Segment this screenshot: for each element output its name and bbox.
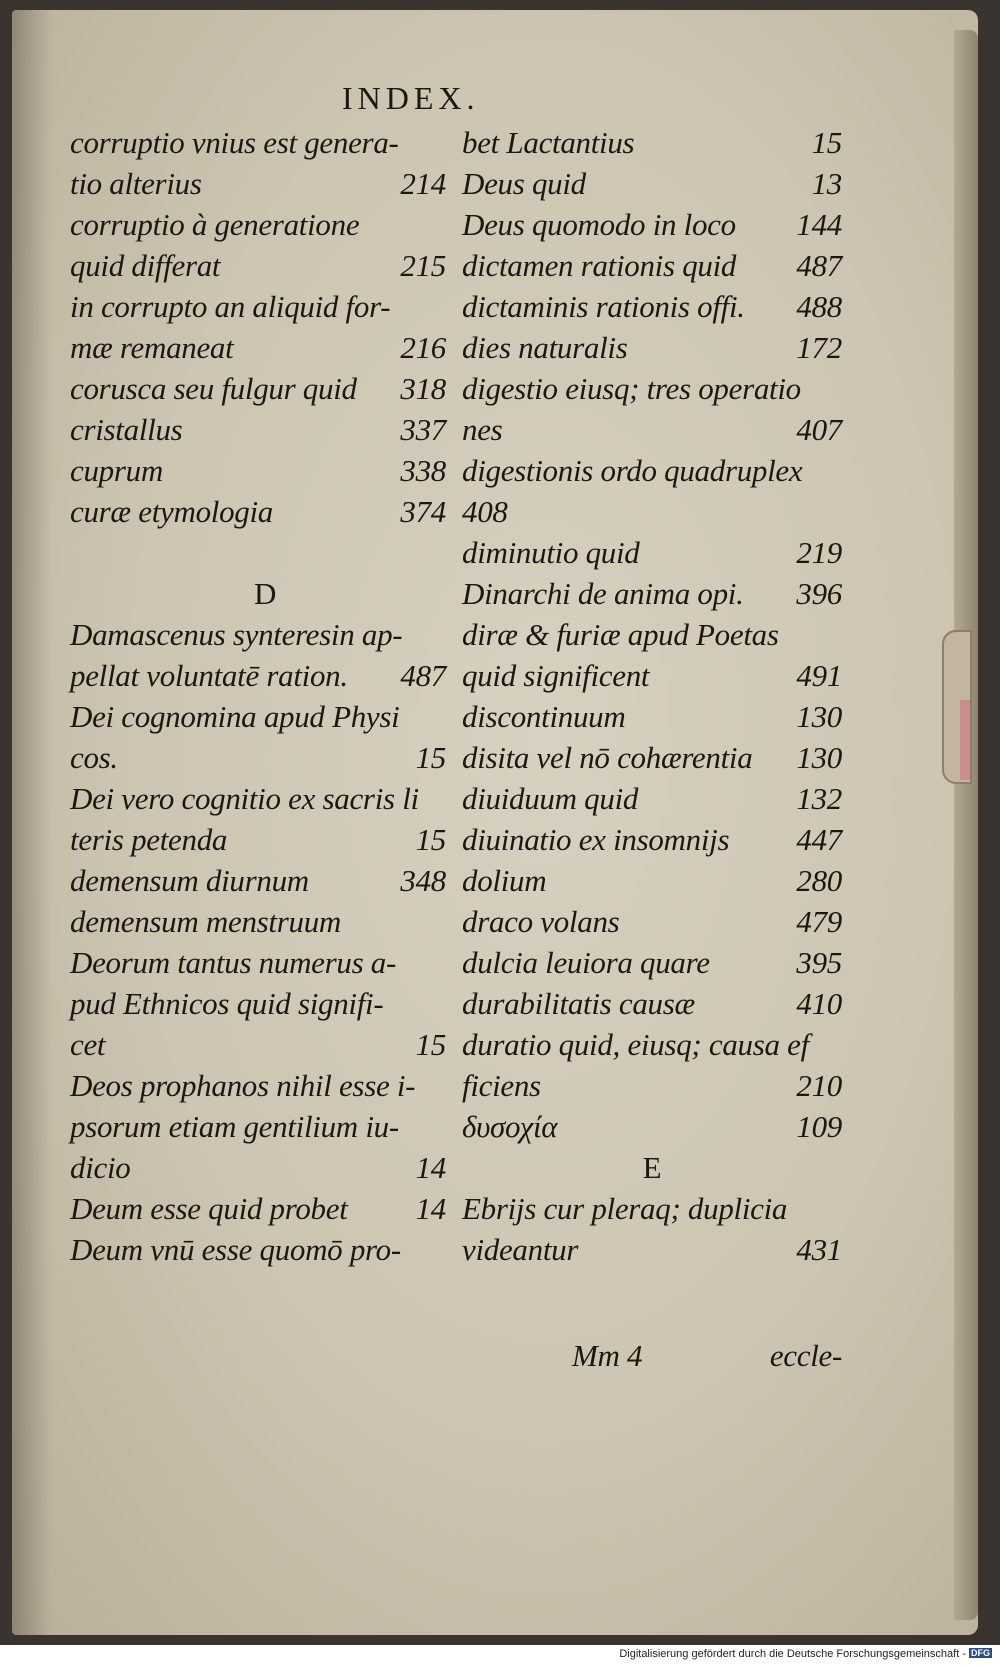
- entry-term: mæ remaneat: [70, 330, 234, 365]
- entry-term: dictamen rationis quid: [462, 248, 737, 283]
- entry-page-number: 374: [400, 494, 446, 529]
- entry-term: cuprum: [70, 453, 163, 488]
- book-page: [12, 10, 978, 1635]
- entry-term: discontinuum: [462, 699, 626, 734]
- index-entry: [70, 655, 460, 696]
- entry-page-number: 479: [796, 904, 842, 939]
- index-entry: [462, 532, 842, 573]
- entry-term: durabilitatis causæ: [462, 986, 695, 1021]
- index-entry: [462, 573, 842, 614]
- index-entry: [70, 819, 460, 860]
- index-entry: [462, 450, 842, 491]
- entry-term: digestionis ordo quadruplex: [462, 453, 803, 488]
- index-entry: [462, 409, 842, 450]
- index-entry: [70, 204, 460, 245]
- entry-page-number: 214: [400, 166, 446, 201]
- entry-term: corruptio vnius est genera-: [70, 125, 399, 160]
- entry-term: diuinatio ex insomnijs: [462, 822, 730, 857]
- entry-page-number: 318: [400, 371, 446, 406]
- entry-term: pud Ethnicos quid signifi-: [70, 986, 384, 1021]
- entry-term: dictaminis rationis offi.: [462, 289, 745, 324]
- index-entry: [462, 614, 842, 655]
- entry-term: videantur: [462, 1232, 579, 1267]
- entry-term: corruptio à generatione: [70, 207, 360, 242]
- index-entry: [70, 942, 460, 983]
- entry-page-number: 13: [811, 166, 842, 201]
- entry-term: 408: [462, 494, 508, 529]
- index-entry: [70, 860, 460, 901]
- index-entry: [70, 1065, 460, 1106]
- index-entry: [70, 1188, 460, 1229]
- index-entry: [462, 368, 842, 409]
- entry-page-number: 487: [796, 248, 842, 283]
- entry-term: Deos prophanos nihil esse i-: [70, 1068, 416, 1103]
- index-column-right: [462, 122, 842, 1270]
- entry-term: quid significent: [462, 658, 650, 693]
- entry-term: demensum menstruum: [70, 904, 341, 939]
- index-entry: [70, 1229, 460, 1270]
- entry-term: bet Lactantius: [462, 125, 635, 160]
- index-entry: [462, 983, 842, 1024]
- entry-page-number: 15: [415, 740, 446, 775]
- index-entry: [70, 696, 460, 737]
- entry-term: ficiens: [462, 1068, 541, 1103]
- entry-page-number: 14: [415, 1150, 446, 1185]
- index-entry: [70, 245, 460, 286]
- entry-page-number: 431: [796, 1232, 842, 1267]
- index-entry: [462, 122, 842, 163]
- entry-page-number: 410: [796, 986, 842, 1021]
- entry-term: Ebrijs cur pleraq; duplicia: [462, 1191, 788, 1226]
- entry-page-number: 15: [415, 822, 446, 857]
- index-entry: [70, 901, 460, 942]
- index-entry: [462, 1229, 842, 1270]
- index-entry: [70, 1147, 460, 1188]
- entry-term: pellat voluntatē ration.: [70, 658, 348, 693]
- entry-page-number: 407: [796, 412, 842, 447]
- index-entry: [70, 778, 460, 819]
- index-entry: [462, 778, 842, 819]
- entry-term: Dei cognomina apud Physi: [70, 699, 400, 734]
- entry-page-number: 280: [796, 863, 842, 898]
- index-entry: [462, 860, 842, 901]
- index-entry: [462, 1065, 842, 1106]
- section-letter: [70, 573, 460, 614]
- entry-term: teris petenda: [70, 822, 228, 857]
- index-entry: [462, 286, 842, 327]
- entry-page-number: 216: [400, 330, 446, 365]
- index-entry: [70, 532, 460, 573]
- section-letter-label: D: [253, 576, 277, 611]
- entry-page-number: 144: [796, 207, 842, 242]
- index-entry: [70, 450, 460, 491]
- entry-term: disita vel nō cohærentia: [462, 740, 753, 775]
- entry-term: dicio: [70, 1150, 131, 1185]
- entry-term: Dinarchi de anima opi.: [462, 576, 744, 611]
- entry-page-number: 219: [796, 535, 842, 570]
- index-entry: [70, 286, 460, 327]
- entry-page-number: 396: [796, 576, 842, 611]
- index-entry: [462, 204, 842, 245]
- entry-page-number: 130: [796, 740, 842, 775]
- entry-term: cos.: [70, 740, 118, 775]
- running-header: INDEX.: [342, 80, 480, 116]
- signature-mark: Mm 4: [572, 1338, 643, 1373]
- index-entry: [462, 245, 842, 286]
- page-edges: [954, 30, 978, 1620]
- entry-term: Deum vnū esse quomō pro-: [70, 1232, 401, 1267]
- index-entry: [70, 327, 460, 368]
- index-entry: [70, 122, 460, 163]
- entry-page-number: 395: [796, 945, 842, 980]
- index-entry: [462, 491, 842, 532]
- entry-term: nes: [462, 412, 503, 447]
- entry-term: Dei vero cognitio ex sacris li: [70, 781, 419, 816]
- entry-term: Deum esse quid probet: [70, 1191, 348, 1226]
- entry-term: duratio quid, eiusq; causa ef: [462, 1027, 809, 1062]
- entry-page-number: 130: [796, 699, 842, 734]
- entry-term: demensum diurnum: [70, 863, 309, 898]
- entry-page-number: 215: [400, 248, 446, 283]
- entry-term: dolium: [462, 863, 547, 898]
- index-entry: [70, 1024, 460, 1065]
- entry-term: curæ etymologia: [70, 494, 273, 529]
- entry-term: diuiduum quid: [462, 781, 639, 816]
- page-footer: [572, 1335, 842, 1376]
- index-entry: [462, 163, 842, 204]
- digitization-credit: [619, 1648, 992, 1660]
- entry-page-number: 337: [400, 412, 446, 447]
- entry-page-number: 447: [796, 822, 842, 857]
- index-entry: [70, 614, 460, 655]
- bookmark-ribbon: [960, 700, 970, 780]
- index-entry: [462, 1188, 842, 1229]
- index-column-left: [70, 122, 460, 1270]
- entry-term: draco volans: [462, 904, 620, 939]
- index-entry: [70, 163, 460, 204]
- entry-page-number: 15: [415, 1027, 446, 1062]
- index-entry: [462, 737, 842, 778]
- entry-term: dulcia leuiora quare: [462, 945, 710, 980]
- entry-term: cristallus: [70, 412, 183, 447]
- index-entry: [462, 696, 842, 737]
- index-entry: [70, 1106, 460, 1147]
- index-entry: [70, 368, 460, 409]
- entry-page-number: 109: [796, 1109, 842, 1144]
- entry-term: Deus quid: [462, 166, 586, 201]
- entry-term: dies naturalis: [462, 330, 628, 365]
- entry-page-number: 491: [796, 658, 842, 693]
- entry-page-number: 338: [400, 453, 446, 488]
- catchword: eccle-: [769, 1338, 842, 1373]
- index-entry: [70, 409, 460, 450]
- entry-term: Damascenus synteresin ap-: [70, 617, 403, 652]
- index-entry: [462, 819, 842, 860]
- entry-term: tio alterius: [70, 166, 202, 201]
- index-entry: [462, 1024, 842, 1065]
- entry-page-number: 172: [796, 330, 842, 365]
- dfg-logo-icon: DFG: [971, 1648, 990, 1658]
- section-letter: [462, 1147, 842, 1188]
- index-entry: [70, 983, 460, 1024]
- entry-page-number: 348: [400, 863, 446, 898]
- entry-page-number: 14: [415, 1191, 446, 1226]
- entry-term: Deorum tantus numerus a-: [70, 945, 397, 980]
- entry-page-number: 488: [796, 289, 842, 324]
- entry-term: quid differat: [70, 248, 221, 283]
- entry-term: Deus quomodo in loco: [462, 207, 736, 242]
- index-entry: [462, 655, 842, 696]
- entry-term: corusca seu fulgur quid: [70, 371, 357, 406]
- entry-term: in corrupto an aliquid for-: [70, 289, 391, 324]
- entry-page-number: 210: [796, 1068, 842, 1103]
- index-entry: [462, 901, 842, 942]
- entry-term: diminutio quid: [462, 535, 640, 570]
- entry-term: diræ & furiæ apud Poetas: [462, 617, 779, 652]
- gutter-shadow: [12, 10, 52, 1635]
- entry-term: δυσοχία: [462, 1109, 558, 1144]
- entry-page-number: 132: [796, 781, 842, 816]
- index-entry: [462, 327, 842, 368]
- credit-text: Digitalisierung gefördert durch die Deutsche Forschungsgemeinschaft -: [619, 1648, 966, 1660]
- entry-term: cet: [70, 1027, 106, 1062]
- index-entry: [70, 737, 460, 778]
- entry-page-number: 487: [400, 658, 446, 693]
- index-entry: [462, 942, 842, 983]
- entry-term: psorum etiam gentilium iu-: [70, 1109, 399, 1144]
- entry-term: digestio eiusq; tres operatio: [462, 371, 801, 406]
- section-letter-label: E: [642, 1150, 662, 1185]
- index-entry: [462, 1106, 842, 1147]
- entry-page-number: 15: [811, 125, 842, 160]
- index-entry: [70, 491, 460, 532]
